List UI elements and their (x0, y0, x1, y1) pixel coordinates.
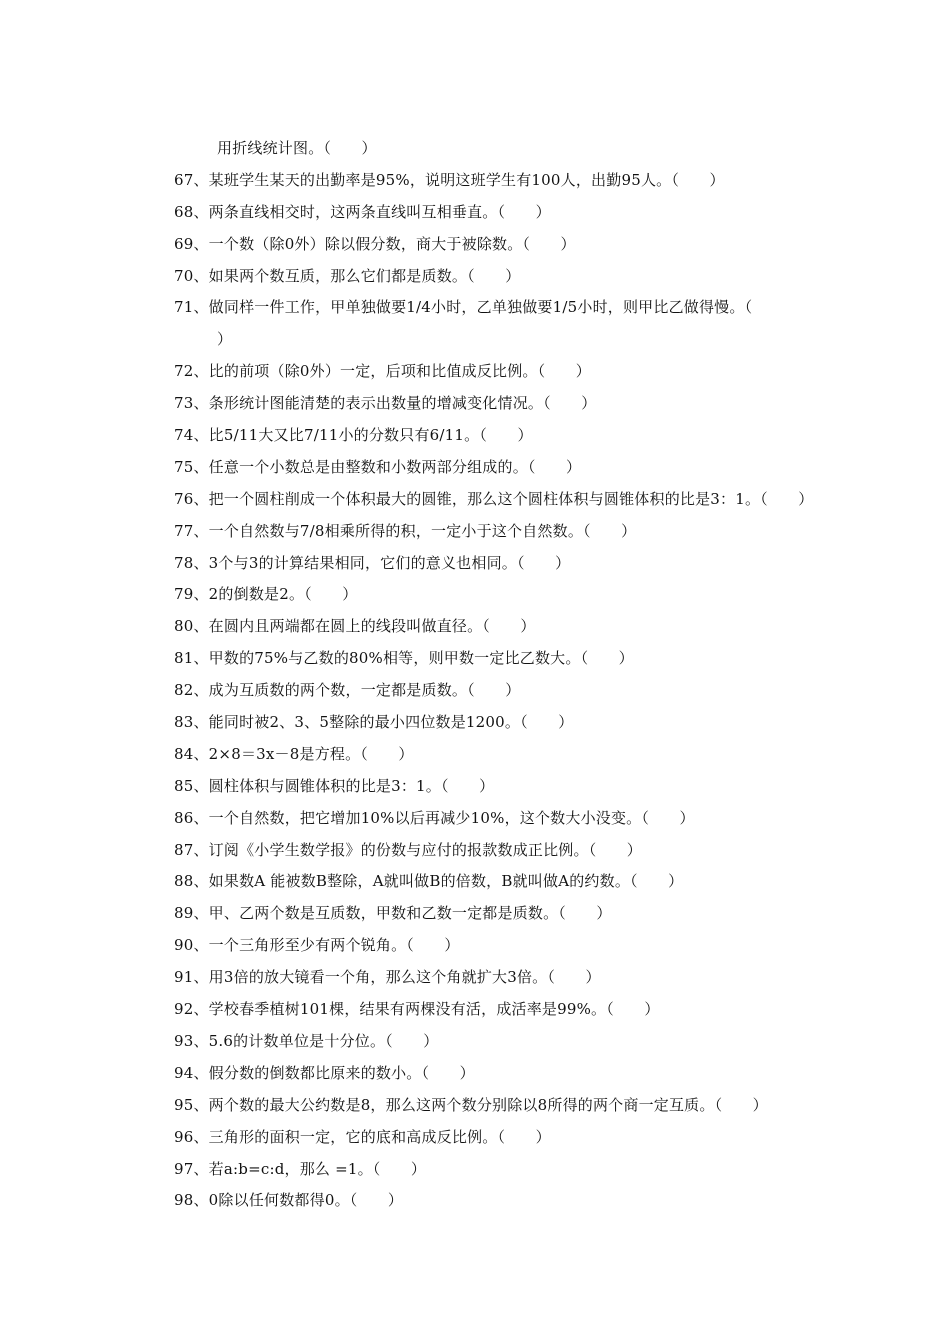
question-line: 76、把一个圆柱削成一个体积最大的圆锥，那么这个圆柱体积与圆锥体积的比是3：1。（ ） (174, 489, 814, 508)
question-line: 92、学校春季植树101棵，结果有两棵没有活，成活率是99%。（ ） (174, 1000, 660, 1019)
question-line: 用折线统计图。（ ） (217, 139, 377, 157)
question-line: 90、一个三角形至少有两个锐角。（ ） (174, 936, 460, 955)
question-list (174, 133, 824, 1217)
question-line: 88、如果数A 能被数B整除，A就叫做B的倍数，B就叫做A的约数。（ ） (174, 872, 684, 891)
question-line: 75、任意一个小数总是由整数和小数两部分组成的。（ ） (174, 457, 582, 476)
question-line: 78、3个与3的计算结果相同，它们的意义也相同。（ ） (174, 553, 571, 572)
question-line: 68、两条直线相交时，这两条直线叫互相垂直。（ ） (174, 202, 551, 221)
question-line: 97、若a:b=c:d，那么 =1。（ ） (174, 1159, 427, 1178)
question-line: 73、条形统计图能清楚的表示出数量的增减变化情况。（ ） (174, 394, 597, 413)
question-line: 94、假分数的倒数都比原来的数小。（ ） (174, 1063, 475, 1082)
question-line: 95、两个数的最大公约数是8，那么这两个数分别除以8所得的两个商一定互质。（ ） (174, 1095, 768, 1114)
question-line: 83、能同时被2、3、5整除的最小四位数是1200。（ ） (174, 713, 574, 732)
question-line: 86、一个自然数，把它增加10%以后再减少10%，这个数大小没变。（ ） (174, 808, 695, 827)
question-line: 67、某班学生某天的出勤率是95%，说明这班学生有100人，出勤95人。（ ） (174, 170, 725, 189)
question-line: 74、比5/11大又比7/11小的分数只有6/11。（ ） (174, 426, 533, 445)
question-line: 79、2的倒数是2。（ ） (174, 585, 358, 604)
question-line: 77、一个自然数与7/8相乘所得的积，一定小于这个自然数。（ ） (174, 521, 637, 540)
question-line: 71、做同样一件工作，甲单独做要1/4小时，乙单独做要1/5小时，则甲比乙做得慢。（ (174, 298, 753, 317)
question-line: ） (217, 330, 233, 349)
question-line: 85、圆柱体积与圆锥体积的比是3：1。（ ） (174, 776, 495, 795)
question-line: 69、一个数（除0外）除以假分数，商大于被除数。（ ） (174, 234, 576, 253)
question-line: 87、订阅《小学生数学报》的份数与应付的报款数成正比例。（ ） (174, 840, 642, 859)
question-line: 82、成为互质数的两个数，一定都是质数。（ ） (174, 681, 521, 700)
question-line: 80、在圆内且两端都在圆上的线段叫做直径。（ ） (174, 617, 536, 636)
question-line: 84、2×8＝3x－8是方程。（ ） (174, 744, 414, 763)
question-line: 81、甲数的75%与乙数的80%相等，则甲数一定比乙数大。（ ） (174, 649, 634, 668)
question-line: 91、用3倍的放大镜看一个角，那么这个角就扩大3倍。（ ） (174, 968, 601, 987)
question-line: 96、三角形的面积一定，它的底和高成反比例。（ ） (174, 1127, 551, 1146)
question-line: 98、0除以任何数都得0。（ ） (174, 1191, 404, 1210)
question-line: 89、甲、乙两个数是互质数，甲数和乙数一定都是质数。（ ） (174, 904, 612, 923)
question-line: 70、如果两个数互质，那么它们都是质数。（ ） (174, 266, 521, 285)
question-line: 93、5.6的计数单位是十分位。（ ） (174, 1031, 439, 1050)
question-line: 72、比的前项（除0外）一定，后项和比值成反比例。（ ） (174, 362, 591, 381)
